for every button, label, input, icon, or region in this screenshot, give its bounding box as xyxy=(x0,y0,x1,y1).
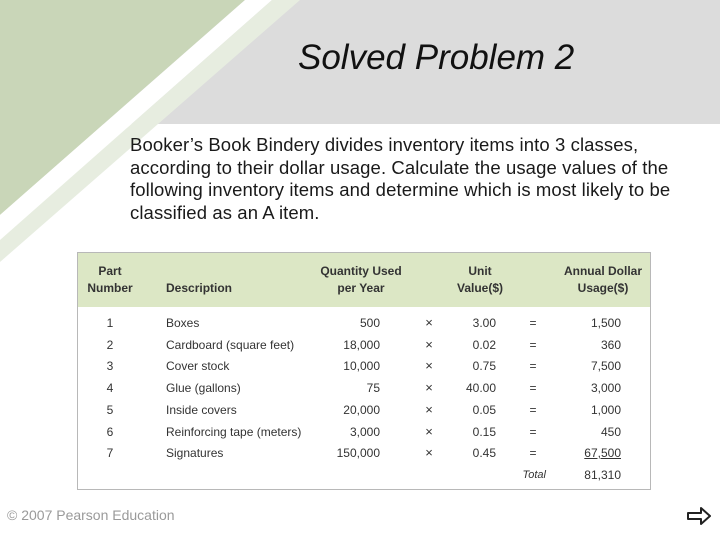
unit-value-cell: 0.75 xyxy=(472,359,496,373)
times-sign: × xyxy=(425,358,433,373)
header-description: Description xyxy=(166,281,233,295)
equals-sign: = xyxy=(529,446,537,460)
equals-sign: = xyxy=(529,316,537,330)
part-number-cell: 3 xyxy=(106,359,114,373)
times-sign: × xyxy=(425,380,433,395)
total-label: Total xyxy=(522,469,546,481)
copyright-footer: © 2007 Pearson Education xyxy=(7,507,175,523)
header-part-number: Part Number xyxy=(87,264,133,295)
part-number-cell: 2 xyxy=(106,338,114,352)
quantity-cell: 500 xyxy=(359,316,380,330)
description-cell: Reinforcing tape (meters) xyxy=(166,425,302,439)
equals-sign: = xyxy=(529,359,537,373)
header-quantity: Quantity Used per Year xyxy=(320,264,402,295)
unit-value-cell: 40.00 xyxy=(465,381,496,395)
quantity-cell: 18,000 xyxy=(343,338,380,352)
equals-sign: = xyxy=(529,381,537,395)
next-arrow-icon xyxy=(686,505,712,527)
part-number-cell: 5 xyxy=(106,403,114,417)
annual-usage-cell: 1,000 xyxy=(590,403,621,417)
times-sign: × xyxy=(425,315,433,330)
inventory-table xyxy=(77,252,651,490)
times-sign: × xyxy=(425,337,433,352)
annual-usage-cell: 67,500 xyxy=(584,446,621,460)
equals-sign: = xyxy=(529,338,537,352)
part-number-cell: 7 xyxy=(106,446,114,460)
quantity-cell: 20,000 xyxy=(343,403,380,417)
next-slide-button[interactable] xyxy=(686,505,712,527)
quantity-cell: 75 xyxy=(366,381,380,395)
equals-sign: = xyxy=(529,403,537,417)
description-cell: Boxes xyxy=(166,316,200,330)
quantity-cell: 3,000 xyxy=(349,425,380,439)
unit-value-cell: 0.02 xyxy=(472,338,496,352)
annual-usage-cell: 360 xyxy=(600,338,621,352)
part-number-cell: 4 xyxy=(106,381,114,395)
part-number-cell: 6 xyxy=(106,425,114,439)
unit-value-cell: 3.00 xyxy=(472,316,496,330)
description-cell: Signatures xyxy=(166,446,224,460)
annual-usage-cell: 1,500 xyxy=(590,316,621,330)
quantity-cell: 10,000 xyxy=(343,359,380,373)
annual-usage-cell: 7,500 xyxy=(590,359,621,373)
total-value: 81,310 xyxy=(584,468,621,482)
problem-statement: Booker’s Book Bindery divides inventory items into 3 classes, according to their dollar usage. Calculate the usage values of the following inventory items and determine which is most likely to be classified as an A item. xyxy=(130,134,671,223)
header-unit-value: Unit Value($) xyxy=(456,264,504,295)
times-sign: × xyxy=(425,424,433,439)
times-sign: × xyxy=(425,402,433,417)
description-cell: Inside covers xyxy=(166,403,237,417)
times-sign: × xyxy=(425,445,433,460)
header-annual-usage: Annual Dollar Usage($) xyxy=(563,264,642,295)
description-cell: Glue (gallons) xyxy=(166,381,241,395)
unit-value-cell: 0.05 xyxy=(472,403,496,417)
annual-usage-cell: 450 xyxy=(600,425,621,439)
part-number-cell: 1 xyxy=(106,316,114,330)
annual-usage-cell: 3,000 xyxy=(590,381,621,395)
equals-sign: = xyxy=(529,425,537,439)
quantity-cell: 150,000 xyxy=(336,446,380,460)
description-cell: Cover stock xyxy=(166,359,230,373)
slide-title: Solved Problem 2 xyxy=(298,38,575,77)
unit-value-cell: 0.15 xyxy=(472,425,496,439)
description-cell: Cardboard (square feet) xyxy=(166,338,295,352)
unit-value-cell: 0.45 xyxy=(472,446,496,460)
